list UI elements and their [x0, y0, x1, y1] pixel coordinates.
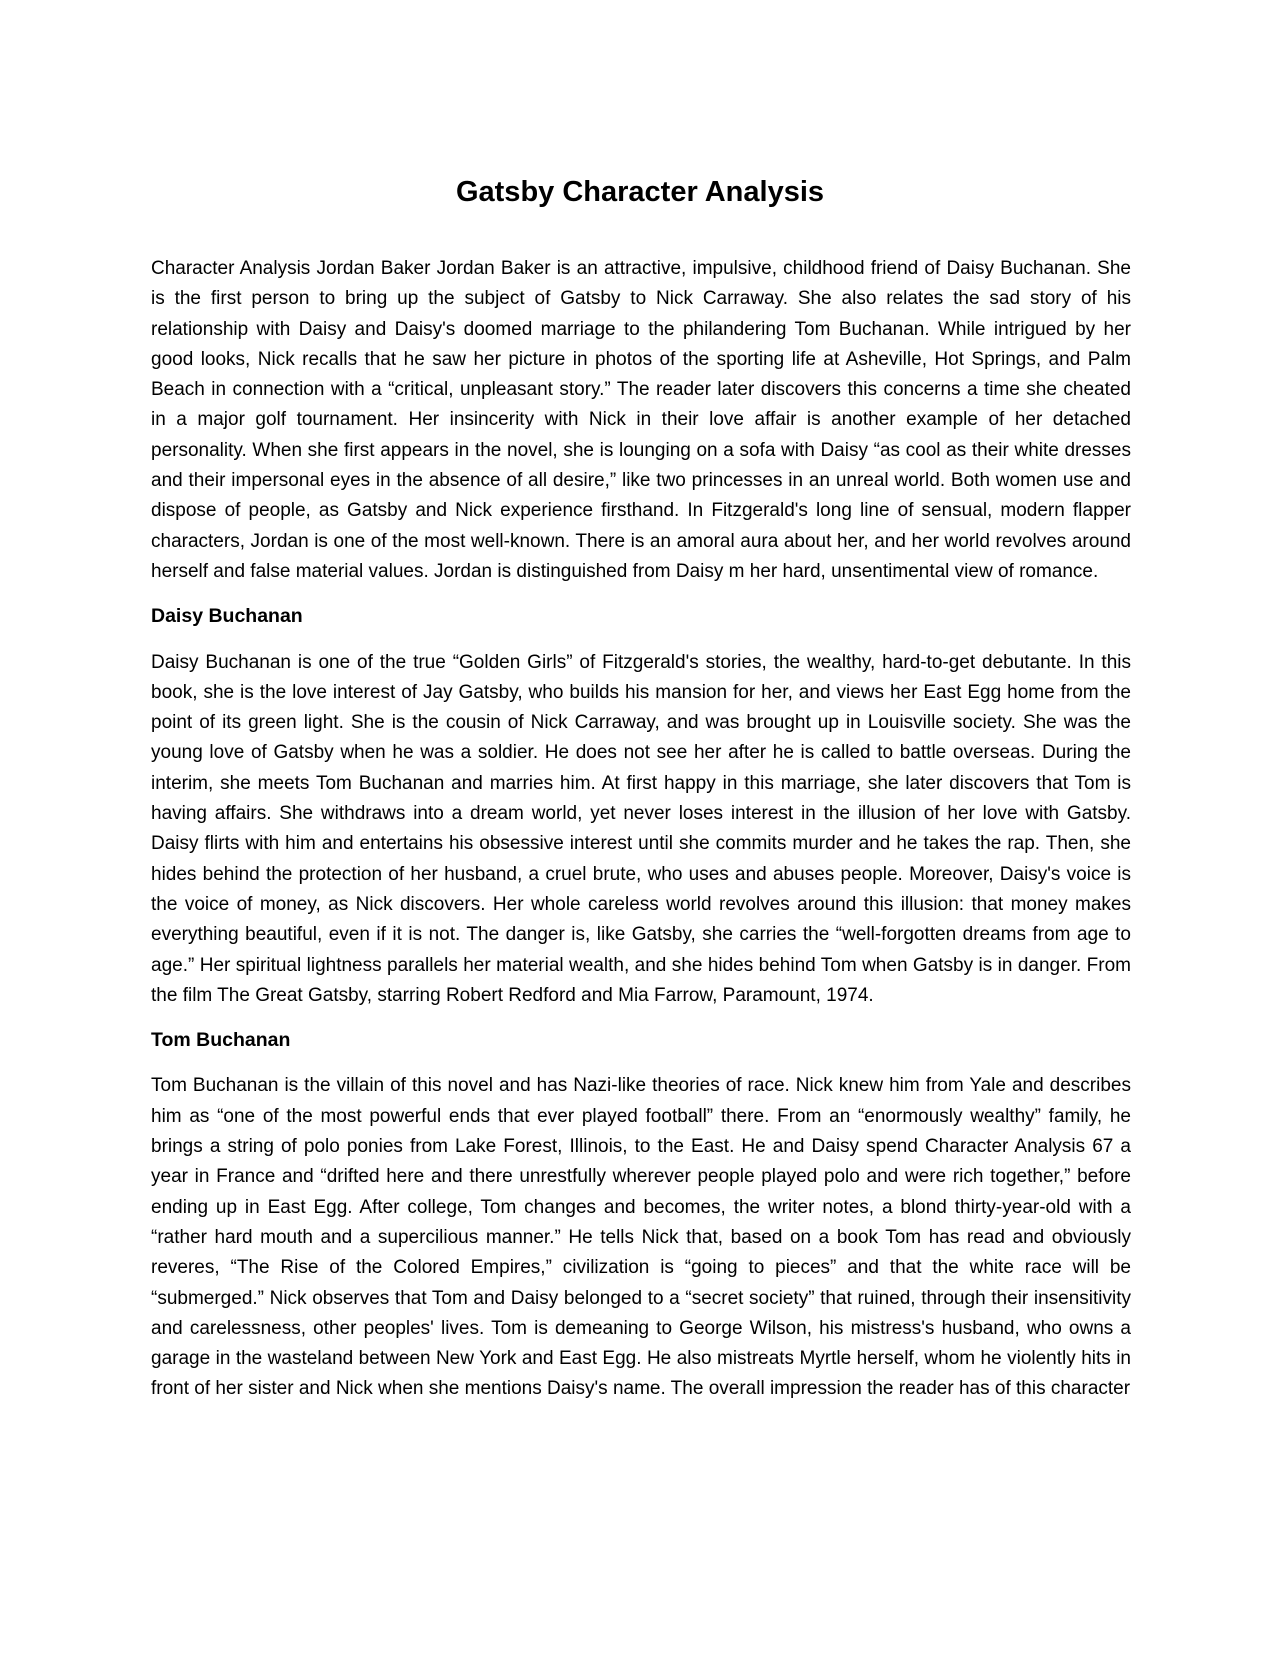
paragraph-jordan-baker: Character Analysis Jordan Baker Jordan Baker is an attractive, impulsive, childhood friend of Daisy Buchanan. She is the first person to bring up the subject of Gatsby to Nick Carraway. She also relates the sad story of his relationship with Daisy and Daisy's doomed marriage to the philandering Tom Buchanan. While intrigued by her good looks, Nick recalls that he saw her picture in photos of the sporting life at Asheville, Hot Springs, and Palm Beach in connection with a “critical, unpleasant story.” The reader later discovers this concerns a time she cheated in a major golf tournament. Her insincerity with Nick in their love affair is another example of her detached personality. When she first appears in the novel, she is lounging on a sofa with Daisy “as cool as their white dresses and their impersonal eyes in the absence of all desire,” like two princesses in an unreal world. Both women use and dispose of people, as Gatsby and Nick experience firsthand. In Fitzgerald's long line of sensual, modern flapper characters, Jordan is one of the most well-known. There is an amoral aura about her, and her world revolves around herself and false material values. Jordan is distinguished from Daisy m her hard, unsentimental view of romance.	[151, 258, 1131, 582]
document-title: Gatsby Character Analysis	[455, 176, 825, 208]
heading-tom-buchanan: Tom Buchanan	[151, 1029, 291, 1052]
heading-daisy-buchanan: Daisy Buchanan	[151, 605, 303, 628]
paragraph-daisy-buchanan: Daisy Buchanan is one of the true “Golden Girls” of Fitzgerald's stories, the wealthy, hard-to-get debutante. In this book, she is the love interest of Jay Gatsby, who builds his mansion for her, and views her East Egg home from the point of its green light. She is the cousin of Nick Carraway, and was brought up in Louisville society. She was the young love of Gatsby when he was a soldier. He does not see her after he is called to battle overseas. During the interim, she meets Tom Buchanan and marries him. At first happy in this marriage, she later discovers that Tom is having affairs. She withdraws into a dream world, yet never loses interest in the illusion of her love with Gatsby. Daisy flirts with him and entertains his obsessive interest until she commits murder and he takes the rap. Then, she hides behind the protection of her husband, a cruel brute, who uses and abuses people. Moreover, Daisy's voice is the voice of money, as Nick discovers. Her whole careless world revolves around this illusion: that money makes everything beautiful, even if it is not. The danger is, like Gatsby, she carries the “well-forgotten dreams from age to age.” Her spiritual lightness parallels her material wealth, and she hides behind Tom when Gatsby is in danger. From the film The Great Gatsby, starring Robert Redford and Mia Farrow, Paramount, 1974.	[151, 651, 1131, 1006]
document-body	[151, 254, 1131, 1405]
paragraph-tom-buchanan: Tom Buchanan is the villain of this novel and has Nazi-like theories of race. Nick knew him from Yale and describes him as “one of the most powerful ends that ever played football” there. From an “enormously wealthy” family, he brings a string of polo ponies from Lake Forest, Illinois, to the East. He and Daisy spend Character Analysis 67 a year in France and “drifted here and there unrestfully wherever people played polo and were rich together,” before ending up in East Egg. After college, Tom changes and becomes, the writer notes, a blond thirty-year-old with a “rather hard mouth and a supercilious manner.” He tells Nick that, based on a book Tom has read and obviously reveres, “The Rise of the Colored Empires,” civilization is “going to pieces” and that the white race will be “submerged.” Nick observes that Tom and Daisy belonged to a “secret society” that ruined, through their insensitivity and carelessness, other peoples' lives. Tom is demeaning to George Wilson, his mistress's husband, who owns a garage in the wasteland between New York and East Egg. He also mistreats Myrtle herself, whom he violently hits in front of her sister and Nick when she mentions Daisy's name. The overall impression the reader has of this character	[151, 1075, 1131, 1400]
